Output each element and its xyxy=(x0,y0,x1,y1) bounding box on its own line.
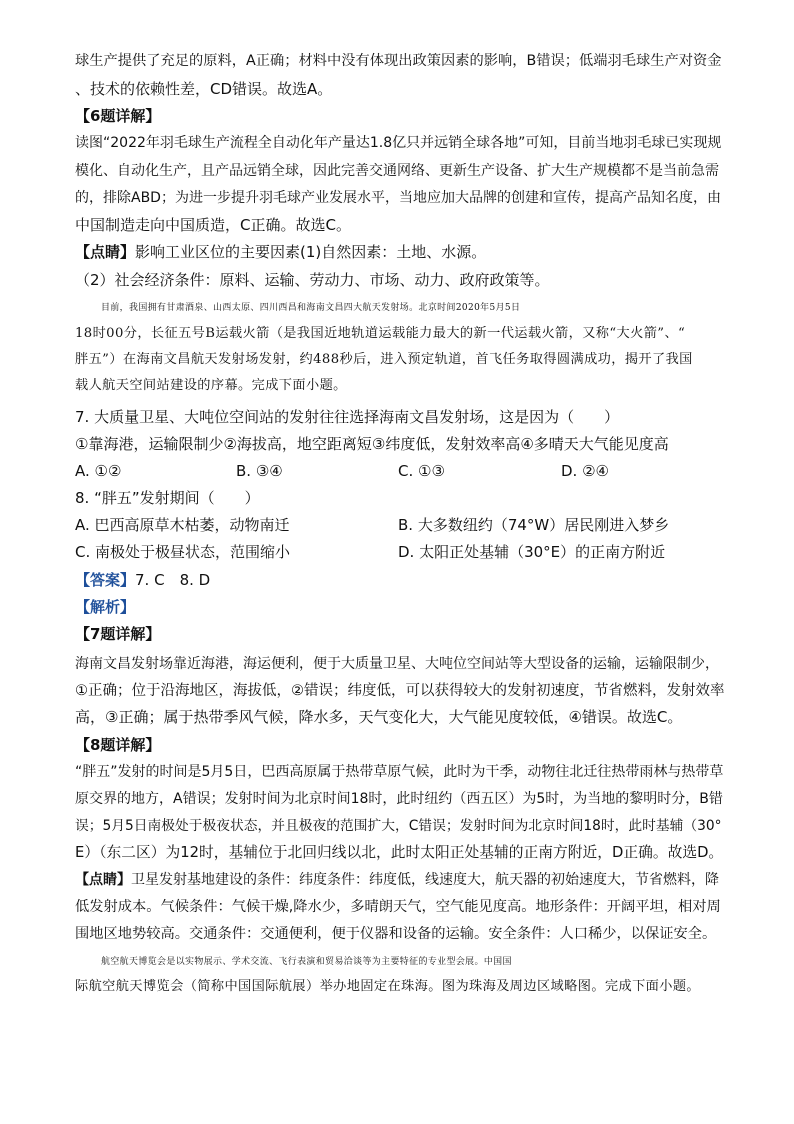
passage-line: 载人航天空间站建设的序幕。完成下面小题。 xyxy=(75,378,347,393)
analysis-tag: 【解析】 xyxy=(75,598,136,616)
note-line xyxy=(75,242,725,262)
text-line: 围地区地势较高。交通条件：交通便利，便于仪器和设备的运输。安全条件：人口稀少，以保证安全。 xyxy=(75,926,717,942)
q6-detail-header: 【6题详解】 xyxy=(75,107,161,125)
q8-option-d: D. 太阳正处基辅（30°E）的正南方附近 xyxy=(398,543,666,561)
text-line: 误；5月5日南极处于极夜状态，并且极夜的范围扩大，C错误；发射时间为北京时间18时，此时基辅（30° xyxy=(75,818,722,834)
note-text: 影响工业区位的主要因素(1)自然因素：土地、水源。 xyxy=(135,243,487,261)
note-tag: 【点睛】 xyxy=(75,243,136,261)
q7-option-a: A. ①② xyxy=(75,462,122,480)
answer-text: 7. C 8. D xyxy=(135,571,211,589)
q8-option-b: B. 大多数纽约（74°W）居民刚进入梦乡 xyxy=(398,516,670,534)
text-line: 原交界的地方，A错误；发射时间为北京时间18时，此时纽约（西五区）为5时，为当地的黎明时分，B错 xyxy=(75,791,723,807)
text-line: 中国制造走向中国质造，C正确。故选C。 xyxy=(75,216,351,234)
text-line: 球生产提供了充足的原料，A正确；材料中没有体现出政策因素的影响，B错误；低端羽毛球生产对资金 xyxy=(75,53,722,69)
text-line: ①正确；位于沿海地区，海拔低，②错误；纬度低，可以获得较大的发射初速度，节省燃料，发射效率 xyxy=(75,683,725,699)
note-tag: 【点睛】 xyxy=(75,872,131,888)
q7-option-d: D. ②④ xyxy=(561,462,609,480)
text-line: 、技术的依赖性差，CD错误。故选A。 xyxy=(75,80,333,98)
text-line: “胖五”发射的时间是5月5日，巴西高原属于热带草原气候，此时为干季，动物往北迁往热带雨林与热带草 xyxy=(75,764,724,780)
text-line: 模化、自动化生产，且产品远销全球，因此完善交通网络、更新生产设备、扩大生产规模都不是当前急需 xyxy=(75,163,719,179)
question-7-items: ①靠海港，运输限制少②海拔高，地空距离短③纬度低，发射效率高④多晴天大气能见度高 xyxy=(75,435,669,453)
passage-line: 航空航天博览会是以实物展示、学术交流、飞行表演和贸易洽谈等为主要特征的专业型会展。中国国 xyxy=(101,957,512,967)
q8-detail-header: 【8题详解】 xyxy=(75,736,161,754)
text-line: 低发射成本。气候条件：气候干燥,降水少，多晴朗天气，空气能见度高。地形条件：开阔平坦，相对周 xyxy=(75,899,721,915)
text-line: E）（东二区）为12时，基辅位于北回归线以北，此时太阳正处基辅的正南方附近，D正确。故选D。 xyxy=(75,844,724,861)
passage-line: 18时00分，长征五号B运载火箭（是我国近地轨道运载能力最大的新一代运载火箭，又称“大火箭”、“ xyxy=(75,326,686,341)
text-line: 读图“2022年羽毛球生产流程全自动化年产量达1.8亿只并远销全球各地”可知，目前当地羽毛球已实现规 xyxy=(75,135,722,151)
text-line: （2）社会经济条件：原料、运输、劳动力、市场、动力、政府政策等。 xyxy=(75,271,550,289)
passage-line: 目前，我国拥有甘肃酒泉、山西太原、四川西昌和海南文昌四大航天发射场。北京时间2020年5月5日 xyxy=(101,303,521,313)
q7-detail-header: 【7题详解】 xyxy=(75,625,161,643)
passage-line: 际航空航天博览会（简称中国国际航展）举办地固定在珠海。图为珠海及周边区域略图。完成下面小题。 xyxy=(75,979,701,994)
note-text: 卫星发射基地建设的条件：纬度条件：纬度低，线速度大，航天器的初始速度大，节省燃料，降 xyxy=(131,872,719,888)
question-8-stem: 8. “胖五”发射期间（ ） xyxy=(75,489,260,507)
text-line: 高，③正确；属于热带季风气候，降水多，天气变化大，大气能见度较低，④错误。故选C。 xyxy=(75,708,683,726)
q8-option-a: A. 巴西高原草木枯萎，动物南迁 xyxy=(75,516,290,534)
text-line: 的，排除ABD；为进一步提升羽毛球产业发展水平，当地应加大品牌的创建和宣传，提高产品知名度，由 xyxy=(75,190,721,206)
q7-option-c: C. ①③ xyxy=(398,462,445,480)
q7-option-b: B. ③④ xyxy=(236,462,283,480)
text-line: 海南文昌发射场靠近海港，海运便利，便于大质量卫星、大吨位空间站等大型设备的运输，运输限制少， xyxy=(75,656,719,672)
q8-option-c: C. 南极处于极昼状态，范围缩小 xyxy=(75,543,291,561)
question-7-stem: 7. 大质量卫星、大吨位空间站的发射往往选择海南文昌发射场，这是因为（ ） xyxy=(75,408,620,426)
answer-tag: 【答案】 xyxy=(75,571,136,589)
note-line xyxy=(75,870,725,890)
answer-line xyxy=(75,570,725,590)
passage-line: 胖五”）在海南文昌航天发射场发射，约488秒后，进入预定轨道，首飞任务取得圆满成功，揭开了我国 xyxy=(75,352,693,367)
